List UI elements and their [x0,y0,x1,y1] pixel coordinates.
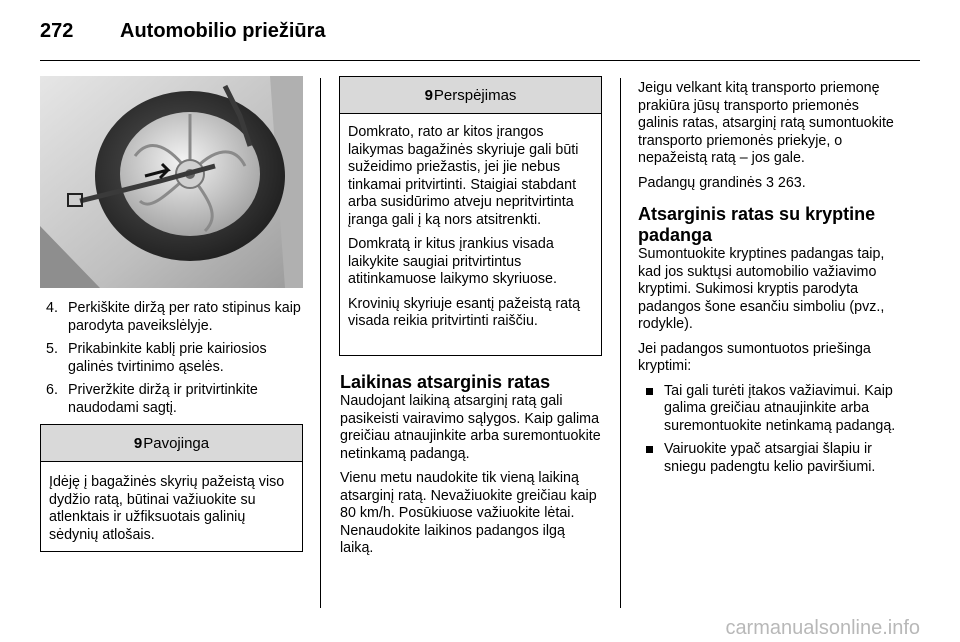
warning-title: Perspėjimas [433,86,517,104]
section-heading: Laikinas atsarginis ratas [340,372,551,392]
body-paragraph: Vienu metu naudokite tik vieną laikiną atsarginį ratą. Nevažiuokite greičiau kaip 80 km/h. Posūkiuose važiuokite lėtai. Nenaudokite laikinos padangos ilgą laiką. [340,470,597,556]
section-temporary-spare [340,372,602,565]
list-item: 5. Prikabinkite kablį prie kairiosios galinės tvirtinimo ąselės. [46,341,267,375]
body-paragraph: Naudojant laikiną atsarginį ratą gali pasikeisti vairavimo sąlygos. Kaip galima greičiau atnaujinkite arba suremontuokite netinkamą padangą. [340,393,601,462]
bullet-square-icon [646,388,653,395]
header-rule [40,60,920,61]
warning-box-header [340,77,601,114]
page-number: 272 [40,20,74,42]
body-paragraph: Sumontuokite kryptines padangas taip, kad jos suktųsi automobilio važiavimo kryptimi. Sukimosi kryptis parodyta padangos šone esančiu simboliu (pvz., rodykle). [638,246,885,332]
danger-text: Įdėję į bagažinės skyrių pažeistą viso dydžio ratą, būtinai važiuokite su atlenktais ir užfiksuotais galinių sėdynių atlošais. [49,474,285,543]
column-3 [638,80,902,482]
warning-paragraph: Domkrato, rato ar kitos įrangos laikymas bagažinės skyriuje gali būti sužeidimo priežastis, jei jie nebus tinkamai pritvirtinti. Staigiai stabdant arba susidūrimo atveju nepritvirtinta įranga gali į ką nors atsitrenkti. [348,124,579,228]
spare-wheel-photo [40,76,303,288]
section-heading: Atsarginis ratas su kryptine padanga [638,204,876,245]
list-item: Vairuokite ypač atsargiai šlapiu ir sniegu padengtu kelio paviršiumi. [638,441,902,476]
column-divider-1 [320,78,321,608]
danger-box-header [41,425,302,462]
chains-reference: Padangų grandinės 3 263. [638,174,806,191]
warning-triangle-icon: 9 [133,434,143,452]
danger-title: Pavojinga [143,434,210,452]
column-divider-2 [620,78,621,608]
warning-box [339,76,602,356]
warning-triangle-icon: 9 [424,86,433,104]
list-item: 6. Priveržkite diržą ir pritvirtinkite naudodami sagtį. [46,382,258,416]
steps-list [42,300,304,423]
list-item: 4. Perkiškite diržą per rato stipinus kaip parodyta paveikslėlyje. [46,300,301,334]
bullet-square-icon [646,446,653,453]
danger-box [40,424,303,552]
body-paragraph: Jei padangos sumontuotos priešinga kryptimi: [638,340,871,374]
watermark: carmanualsonline.info [725,617,920,639]
warning-paragraph: Krovinių skyriuje esantį pažeistą ratą visada reikia pritvirtinti raiščiu. [348,295,581,329]
body-paragraph: Jeigu velkant kitą transporto priemonę prakiūra jūsų transporto priemonės galinis ratas, atsarginį ratą sumontuokite transporto priemonės priekyje, o nepažeistą ratą – jos gale. [638,80,894,166]
list-item: Tai gali turėti įtakos važiavimui. Kaip galima greičiau atnaujinkite arba suremontuokite netinkamą padangą. [638,383,902,436]
warning-paragraph: Domkratą ir kitus įrankius visada laikykite saugiai pritvirtintus atitinkamuose laikymo skyriuose. [348,236,557,287]
page-title: Automobilio priežiūra [120,20,326,42]
